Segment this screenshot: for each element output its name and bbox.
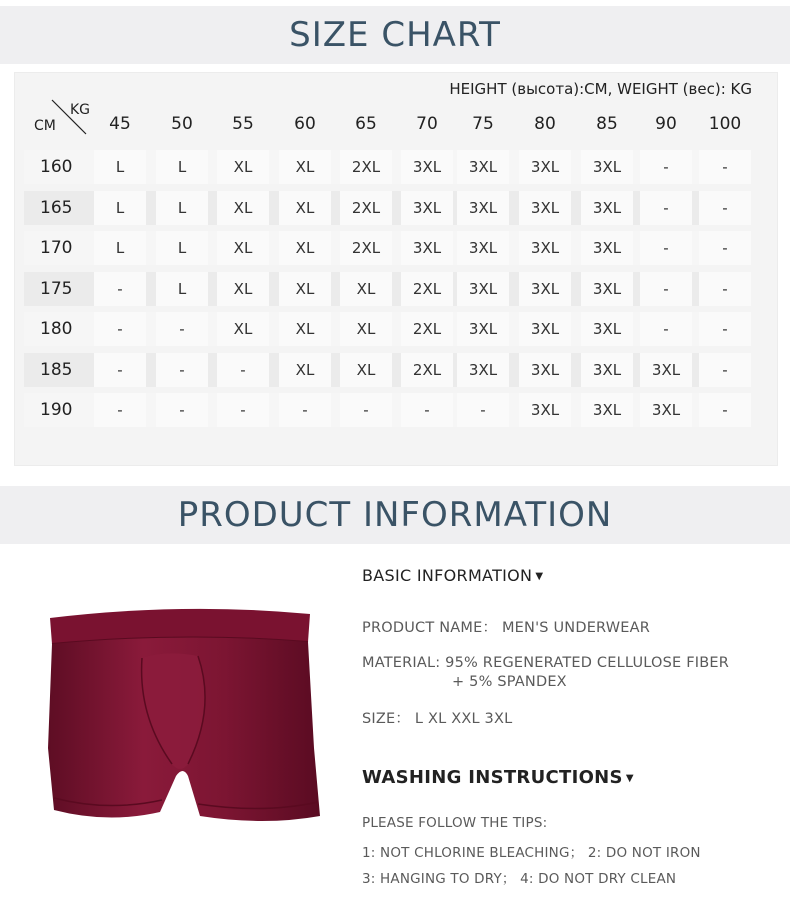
- size-cell: -: [722, 158, 728, 176]
- size-cell: 3XL: [592, 239, 622, 257]
- size-cell: XL: [295, 158, 315, 176]
- size-cell: 2XL: [412, 360, 442, 379]
- product-information-banner: [0, 486, 790, 544]
- size-cell: -: [240, 360, 246, 379]
- size-cell: XL: [233, 320, 253, 338]
- size-cell: -: [722, 239, 728, 257]
- weight-header-7: 80: [534, 114, 556, 134]
- product-information-title: PRODUCT INFORMATION: [177, 495, 613, 535]
- size-cell: -: [480, 401, 486, 419]
- size-cell: 2XL: [351, 198, 381, 217]
- height-label: 185: [40, 359, 73, 380]
- triangle-down-icon: ▼: [625, 772, 634, 784]
- height-label: 180: [40, 319, 73, 339]
- size-cell: -: [722, 320, 728, 338]
- weight-header-2: 55: [232, 114, 254, 134]
- size-cell: 3XL: [530, 401, 560, 419]
- units-note: HEIGHT (высота):CM, WEIGHT (вес): KG: [449, 80, 752, 98]
- size-cell: L: [115, 239, 125, 257]
- size-cell: 3XL: [468, 320, 498, 338]
- size-cell: 3XL: [468, 158, 498, 176]
- size-cell: 3XL: [651, 401, 681, 419]
- size-cell: 3XL: [412, 198, 442, 217]
- size-cell: 3XL: [592, 158, 622, 176]
- weight-header-0: 45: [109, 114, 131, 134]
- weight-header-6: 75: [472, 114, 494, 134]
- size-cell: 3XL: [412, 239, 442, 257]
- height-label: 160: [40, 157, 73, 177]
- size-cell: 2XL: [412, 320, 442, 338]
- size-cell: 3XL: [530, 198, 560, 217]
- washing-tip-line-1: 1: NOT CHLORINE BLEACHING； 2: DO NOT IRON: [362, 845, 701, 861]
- size-cell: 3XL: [592, 401, 622, 419]
- size-cell: -: [302, 401, 308, 419]
- size-cell: 3XL: [592, 320, 622, 338]
- size-cell: XL: [233, 239, 253, 257]
- size-cell: 3XL: [592, 279, 622, 298]
- size-cell: 3XL: [468, 198, 498, 217]
- weight-header-9: 90: [655, 114, 677, 134]
- size-cell: -: [179, 401, 185, 419]
- size-cell: -: [663, 279, 669, 298]
- size-cell: -: [722, 279, 728, 298]
- weight-header-1: 50: [171, 114, 193, 134]
- weight-header-8: 85: [596, 114, 618, 134]
- tips-intro-line: PLEASE FOLLOW THE TIPS:: [362, 815, 548, 831]
- table-corner-header: [28, 96, 96, 142]
- size-cell: L: [115, 198, 125, 217]
- size-cell: L: [177, 198, 187, 217]
- weight-header-10: 100: [708, 114, 742, 134]
- boxer-briefs-image: [38, 598, 328, 830]
- size-cell: 3XL: [530, 239, 560, 257]
- corner-cm-label: CM: [34, 118, 56, 134]
- size-cell: XL: [356, 360, 376, 379]
- washing-instructions-heading: [362, 767, 634, 788]
- size-cell: -: [722, 401, 728, 419]
- size-cell: L: [177, 158, 187, 176]
- size-line: SIZE： L XL XXL 3XL: [362, 711, 513, 727]
- size-cell: 3XL: [592, 198, 622, 217]
- size-cell: -: [117, 360, 123, 379]
- basic-information-heading: [362, 566, 543, 585]
- weight-header-5: 70: [416, 114, 438, 134]
- size-cell: -: [722, 198, 728, 217]
- size-cell: 3XL: [468, 360, 498, 379]
- size-cell: 3XL: [530, 360, 560, 379]
- size-cell: 3XL: [592, 360, 622, 379]
- triangle-down-icon: ▼: [535, 571, 544, 582]
- size-cell: -: [117, 401, 123, 419]
- size-cell: XL: [233, 279, 253, 298]
- size-cell: 2XL: [351, 239, 381, 257]
- size-cell: -: [117, 279, 123, 298]
- size-cell: -: [663, 320, 669, 338]
- basic-information-label: BASIC INFORMATION: [362, 566, 533, 585]
- size-cell: XL: [233, 198, 253, 217]
- height-label: 170: [40, 238, 73, 258]
- height-label: 190: [40, 400, 73, 420]
- size-cell: 3XL: [468, 279, 498, 298]
- washing-instructions-label: WASHING INSTRUCTIONS: [362, 767, 623, 788]
- size-cell: 3XL: [651, 360, 681, 379]
- size-cell: -: [363, 401, 369, 419]
- size-cell: -: [722, 360, 728, 379]
- size-cell: -: [179, 320, 185, 338]
- size-cell: XL: [295, 360, 315, 379]
- size-cell: -: [240, 401, 246, 419]
- size-cell: L: [177, 239, 187, 257]
- size-cell: 2XL: [412, 279, 442, 298]
- corner-kg-label: KG: [70, 102, 91, 118]
- washing-tip-line-2: 3: HANGING TO DRY； 4: DO NOT DRY CLEAN: [362, 871, 677, 887]
- size-cell: XL: [356, 320, 376, 338]
- size-chart-banner: [0, 6, 790, 64]
- weight-header-3: 60: [294, 114, 316, 134]
- size-chart-title: SIZE CHART: [289, 15, 501, 55]
- size-cell: 2XL: [351, 158, 381, 176]
- size-cell: -: [663, 198, 669, 217]
- size-cell: -: [663, 158, 669, 176]
- size-cell: 3XL: [412, 158, 442, 176]
- size-cell: XL: [356, 279, 376, 298]
- size-cell: 3XL: [468, 239, 498, 257]
- size-cell: XL: [295, 198, 315, 217]
- size-cell: XL: [295, 279, 315, 298]
- size-cell: -: [179, 360, 185, 379]
- material-line-continued: + 5% SPANDEX: [452, 674, 567, 690]
- size-cell: XL: [233, 158, 253, 176]
- size-cell: -: [663, 239, 669, 257]
- height-label: 165: [40, 197, 73, 218]
- weight-header-4: 65: [355, 114, 377, 134]
- size-cell: -: [424, 401, 430, 419]
- size-cell: XL: [295, 239, 315, 257]
- product-name-line: PRODUCT NAME： MEN'S UNDERWEAR: [362, 620, 651, 636]
- size-cell: -: [117, 320, 123, 338]
- material-line: MATERIAL: 95% REGENERATED CELLULOSE FIBER: [362, 655, 730, 671]
- size-cell: L: [115, 158, 125, 176]
- size-cell: 3XL: [530, 158, 560, 176]
- size-cell: 3XL: [530, 279, 560, 298]
- size-cell: 3XL: [530, 320, 560, 338]
- size-cell: XL: [295, 320, 315, 338]
- height-label: 175: [40, 278, 73, 299]
- size-cell: L: [177, 279, 187, 298]
